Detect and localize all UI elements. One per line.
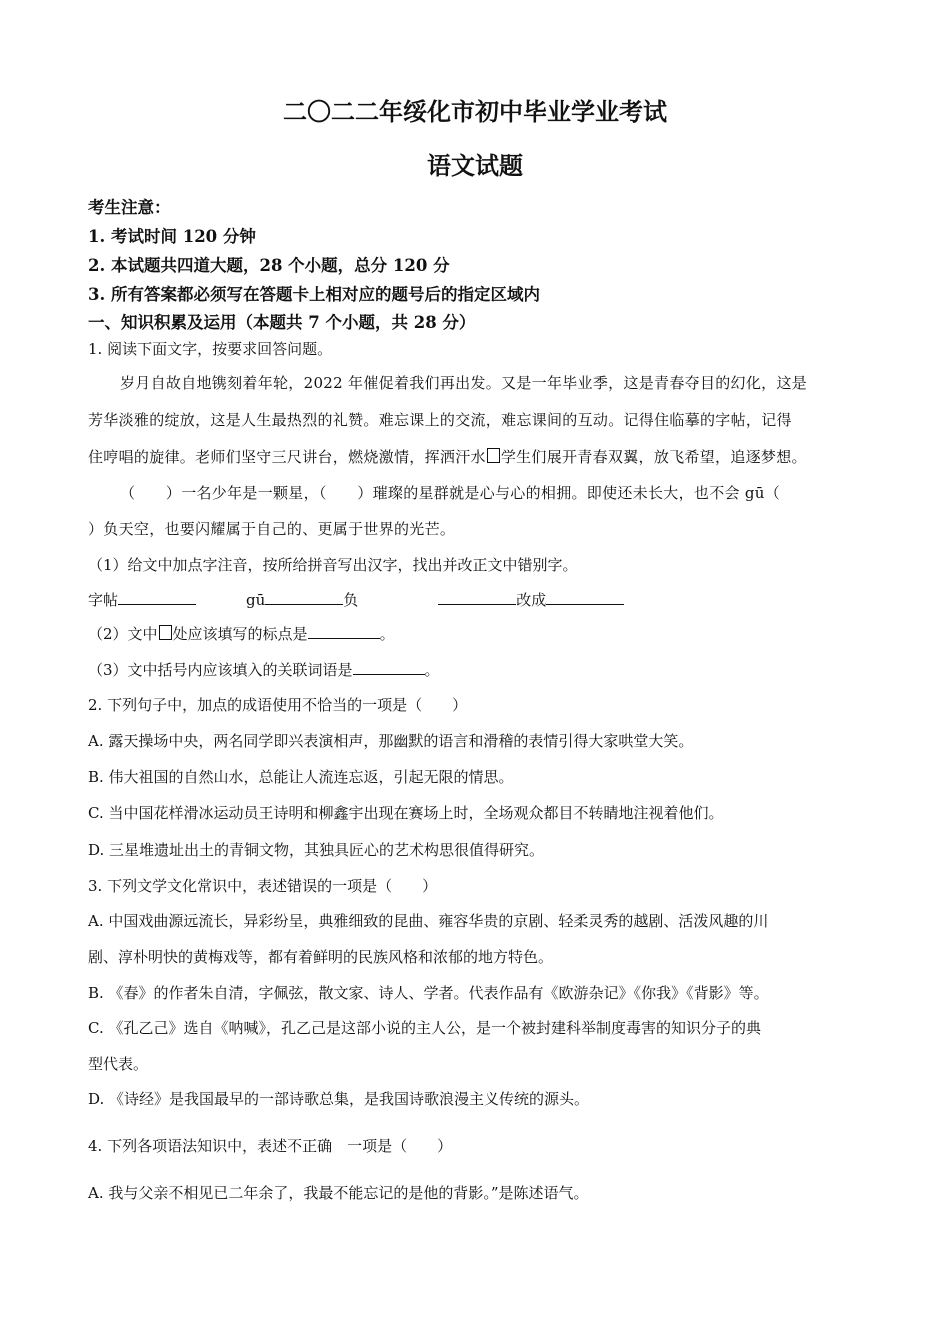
sub-question: （3）文中括号内应该填入的关联词语是 。 bbox=[88, 661, 440, 679]
punctuation-box bbox=[159, 625, 172, 640]
answer-blank[interactable] bbox=[546, 590, 624, 605]
option-b: B. 《春》的作者朱自清，字佩弦，散文家、诗人、学者。代表作品有《欧游杂记》《你我》《背影》等。 bbox=[88, 984, 769, 1002]
sub-question: （1）给文中加点字注音，按所给拼音写出汉字，找出并改正文中错别字。 bbox=[88, 556, 578, 574]
notice-heading: 考生注意： bbox=[88, 198, 171, 217]
sub-question: （2）文中 处应该填写的标点是 。 bbox=[88, 625, 395, 643]
question-stem: 1. 阅读下面文字，按要求回答问题。 bbox=[88, 340, 333, 358]
answer-blank[interactable] bbox=[353, 660, 425, 675]
question-stem: 2. 下列句子中，加点的成语使用不恰当的一项是（ ） bbox=[88, 696, 468, 714]
question-stem: 4. 下列各项语法知识中，表述不正确 一项是（ ） bbox=[88, 1137, 453, 1155]
option-a: A. 中国戏曲源远流长，异彩纷呈，典雅细致的昆曲、雍容华贵的京剧、轻柔灵秀的越剧、活泼风趣的川 bbox=[88, 912, 769, 930]
passage-line: （ ）一名少年是一颗星，（ ）璀璨的星群就是心与心的相拥。即使还未长大，也不会 gū（ bbox=[120, 484, 781, 502]
option-d: D. 三星堆遗址出土的青铜文物，其独具匠心的艺术构思很值得研究。 bbox=[88, 841, 545, 859]
option-a-continued: 剧、淳朴明快的黄梅戏等，都有着鲜明的民族风格和浓郁的地方特色。 bbox=[88, 948, 554, 966]
option-c-continued: 型代表。 bbox=[88, 1055, 149, 1073]
passage-line: ）负天空，也要闪耀属于自己的、更属于世界的光芒。 bbox=[88, 520, 456, 538]
question-stem: 3. 下列文学文化常识中，表述错误的一项是（ ） bbox=[88, 877, 438, 895]
punctuation-box bbox=[487, 448, 500, 463]
answer-blank[interactable] bbox=[438, 590, 516, 605]
notice-item: 1. 考试时间 120 分钟 bbox=[88, 227, 256, 246]
passage-line: 芳华淡雅的绽放，这是人生最热烈的礼赞。难忘课上的交流，难忘课间的互动。记得住临摹的字帖，记得 bbox=[88, 411, 792, 429]
option-a: A. 露天操场中央，两名同学即兴表演相声，那幽默的语言和滑稽的表情引得大家哄堂大笑。 bbox=[88, 732, 694, 750]
passage-line: 岁月自故自地镌刻着年轮，2022 年催促着我们再出发。又是一年毕业季，这是青春夺目的幻化，这是 bbox=[120, 374, 808, 392]
option-b: B. 伟大祖国的自然山水，总能让人流连忘返，引起无限的情思。 bbox=[88, 768, 514, 786]
option-c: C. 当中国花样滑冰运动员王诗明和柳鑫宇出现在赛场上时，全场观众都目不转睛地注视着他们。 bbox=[88, 804, 724, 822]
answer-blank[interactable] bbox=[265, 590, 343, 605]
exam-subtitle: 语文试题 bbox=[427, 151, 523, 180]
section-heading: 一、知识积累及运用（本题共 7 个小题，共 28 分） bbox=[88, 313, 476, 332]
notice-item: 3. 所有答案都必须写在答题卡上相对应的题号后的指定区域内 bbox=[88, 285, 540, 304]
option-a: A. 我与父亲不相见已二年余了，我最不能忘记的是他的背影。”是陈述语气。 bbox=[88, 1184, 589, 1202]
passage-line: 住哼唱的旋律。老师们坚守三尺讲台，燃烧激情，挥洒汗水 学生们展开青春双翼，放飞希望，追逐梦想。 bbox=[88, 448, 807, 466]
option-d: D. 《诗经》是我国最早的一部诗歌总集，是我国诗歌浪漫主义传统的源头。 bbox=[88, 1090, 590, 1108]
option-c: C. 《孔乙己》选自《呐喊》，孔乙己是这部小说的主人公，是一个被封建科举制度毒害的知识分子的典 bbox=[88, 1019, 761, 1037]
answer-blank[interactable] bbox=[308, 624, 380, 639]
exam-title: 二〇二二年绥化市初中毕业学业考试 bbox=[283, 97, 667, 126]
notice-item: 2. 本试题共四道大题，28 个小题，总分 120 分 bbox=[88, 256, 450, 275]
fill-in-row: 字帖 gū 负 改成 bbox=[88, 589, 624, 610]
answer-blank[interactable] bbox=[118, 590, 196, 605]
